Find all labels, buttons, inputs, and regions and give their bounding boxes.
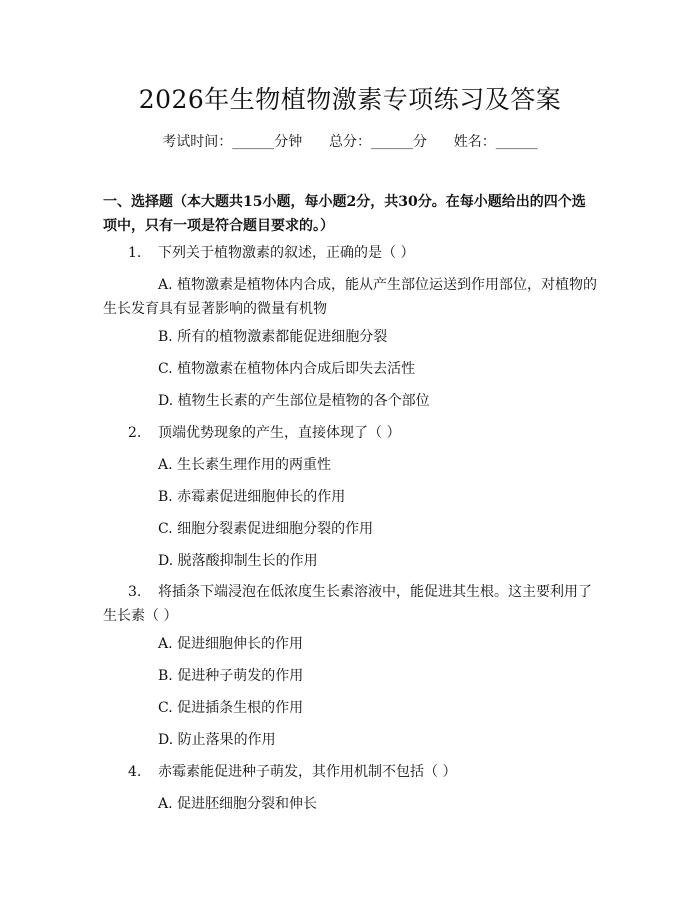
time-blank: ______: [232, 134, 275, 150]
question-2-option-b: B. 赤霉素促进细胞伸长的作用: [158, 489, 346, 505]
question-number: 1.: [128, 245, 142, 261]
section-heading: 一、选择题（本大题共15小题，每小题2分，共30分。在每小题给出的四个选项中，只有一项是符合题目要求的。）: [103, 194, 586, 234]
question-2-option-c: C. 细胞分裂素促进细胞分裂的作用: [158, 521, 374, 537]
page-title: 2026年生物植物激素专项练习及答案: [138, 85, 562, 114]
question-number: 3.: [128, 584, 142, 600]
question-4: [103, 760, 600, 784]
question-3-option-c: C. 促进插条生根的作用: [158, 700, 304, 716]
question-1-option-b: B. 所有的植物激素都能促进细胞分裂: [158, 329, 388, 345]
question-2: [103, 421, 600, 445]
question-4-option-a: A. 促进胚细胞分裂和伸长: [158, 796, 318, 812]
question-1: [103, 241, 600, 265]
question-1-option-c: C. 植物激素在植物体内合成后即失去活性: [158, 361, 416, 377]
question-2-option-d: D. 脱落酸抑制生长的作用: [158, 553, 318, 569]
score-unit: 分: [413, 134, 427, 150]
exam-info-line: [0, 132, 700, 152]
name-label: 姓名：: [453, 134, 496, 150]
question-1-option-a: A. 植物激素是植物体内合成，能从产生部位运送到作用部位，对植物的生长发育具有显著影响的微量有机物: [103, 277, 598, 317]
question-text: 顶端优势现象的产生，直接体现了（ ）: [158, 425, 401, 441]
question-2-option-a: A. 生长素生理作用的两重性: [158, 457, 332, 473]
question-text: 将插条下端浸泡在低浓度生长素溶液中，能促进其生根。这主要利用了生长素（ ）: [103, 584, 592, 624]
question-text: 下列关于植物激素的叙述，正确的是（ ）: [158, 245, 415, 261]
question-1-option-d: D. 植物生长素的产生部位是植物的各个部位: [158, 393, 430, 409]
score-label: 总分：: [329, 134, 371, 150]
question-3: [103, 580, 600, 628]
name-blank: ______: [495, 134, 538, 150]
time-unit: 分钟: [274, 134, 303, 150]
question-3-option-d: D. 防止落果的作用: [158, 732, 276, 748]
question-text: 赤霉素能促进种子萌发，其作用机制不包括（ ）: [158, 764, 457, 780]
question-3-option-b: B. 促进种子萌发的作用: [158, 668, 304, 684]
time-label: 考试时间：: [162, 134, 233, 150]
question-number: 4.: [128, 764, 142, 780]
question-number: 2.: [128, 425, 142, 441]
question-3-option-a: A. 促进细胞伸长的作用: [158, 636, 304, 652]
score-blank: ______: [371, 134, 413, 150]
